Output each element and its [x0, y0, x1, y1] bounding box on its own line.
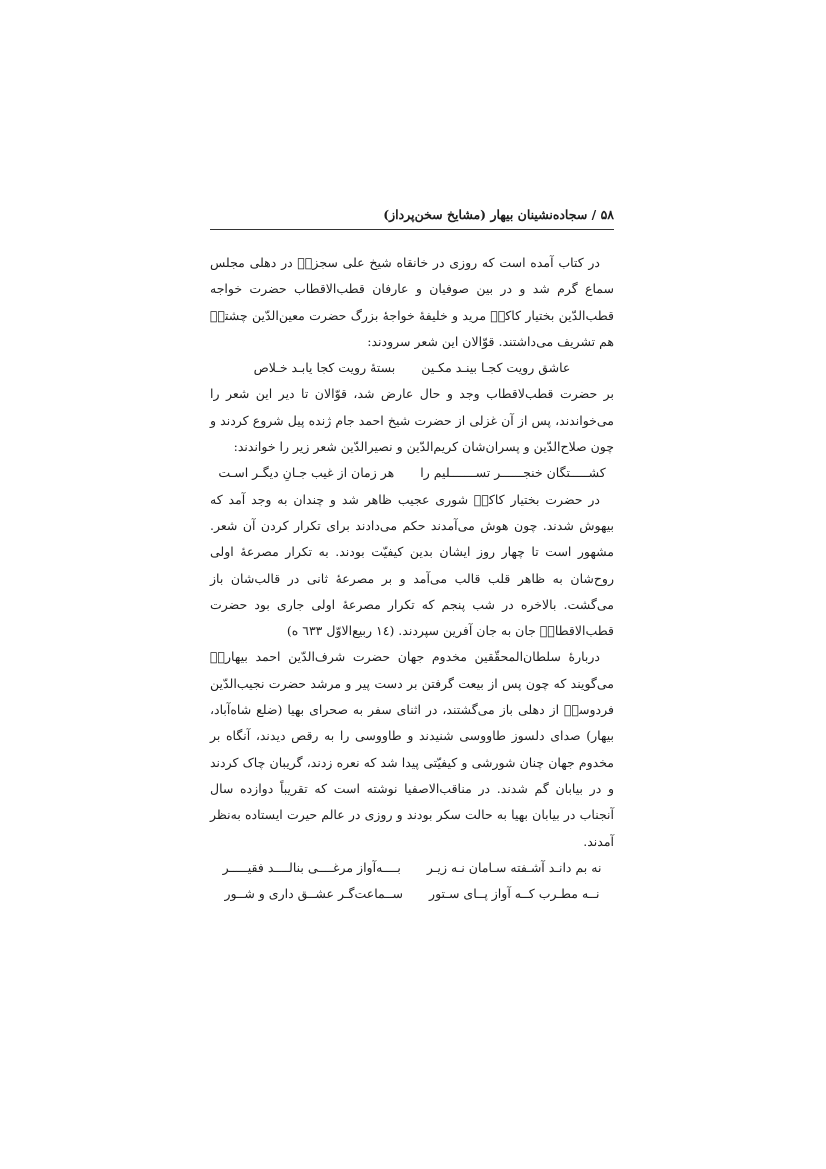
verse-3-hemistich-left: بــــه‌آواز مرغــــی بنالــــد فقیـــــر — [222, 859, 401, 875]
verse-3-hemistich-right: نه بم دانـد آشـفته سـامان نـه زیـر — [426, 859, 602, 875]
verse-2 — [210, 460, 614, 486]
verse-4-hemistich-left: ســماعت‌گـر عشــق داری و شــور — [224, 886, 404, 902]
verse-1 — [210, 355, 614, 381]
verse-1-hemistich-left: بستهٔ رویت کجا یابـد خـلاص — [253, 360, 396, 376]
running-header: ۵۸ / سجاده‌نشینان بیهار (مشایخ سخن‌پرداز) — [383, 207, 614, 222]
verse-2-hemistich-right: کشـــــتگان خنجــــــر تســـــــلیم را — [420, 465, 606, 481]
paragraph-2: بر حضرت قطب‌لاقطاب وجد و حال عارض شد، قوّالان تا دیر این شعر را می‌خواندند، پس از آن غزلی از حضرت شیخ احمد جام ژنده پیل شروع کردند و چون صلاح‌الدّین و پسران‌شان کریم‌الدّین و نصیرالدّین شعر زیر را خواندند: — [210, 386, 614, 455]
paragraph-1: در کتاب آمده است که روزی در خانقاه شیخ علی سجزیؒ در دهلی مجلس سماع گرم شد و در بین صوفیان و عارفان قطب‌الاقطاب حضرت خواجه قطب‌الدّین بختیار کاکیؒ مرید و خلیفهٔ خواجهٔ بزرگ حضرت معین‌الدّین چشتیؓ هم تشریف می‌داشتند. قوّالان این شعر سرودند: — [210, 255, 614, 349]
verse-2-hemistich-left: هر زمان از غیب جـانِ دیگـر اسـت — [218, 465, 395, 481]
paragraph-4: دربارهٔ سلطان‌المحقّقین مخدوم جهان حضرت شرف‌الدّین احمد بیهاریؒ می‌گویند که چون پس از بیعت گرفتن بر دست پیر و مرشد حضرت نجیب‌الدّین فردوسیؓ از دهلی باز می‌گشتند، در اثنای سفر به صحرای بهیا (ضلع شاه‌آباد، بیهار) صدای دلسوز طاووسی شنیدند و طاووسی را به رقص دیدند، آنگاه بر مخدوم جهان چنان شورشی و کیفیّتی پیدا شد که نعره زدند، گریبان چاک کردند و در بیابان گم شدند. در مناقب‌الاصفیا نوشته است که تقریباً دوازده سال آنجناب در بیابان بهیا به حالت سکر بودند و روزی در عالم حیرت ایستاده به‌نظر آمدند. — [210, 649, 614, 849]
verse-4 — [210, 881, 614, 907]
paragraph-3: در حضرت بختیار کاکیؒ شوری عجیب ظاهر شد و چندان به وجد آمد که بیهوش شدند. چون هوش می‌آمدند حکم می‌دادند برای تکرار کردن آن شعر. مشهور است تا چهار روز ایشان بدین کیفیّت بودند. به تکرار مصرعهٔ اولی روح‌شان به ظاهر قلب قالب می‌آمد و بر مصرعهٔ ثانی در قالب‌شان باز می‌گشت. بالاخره در شب پنجم که تکرار مصرعهٔ اولی جاری بود حضرت قطب‌الاقطابؒ جان به جان آفرین سپردند. (١٤ ربیع‌الاوّل ٦٣٣ ه) — [210, 491, 614, 639]
verse-3 — [210, 855, 614, 881]
verse-1-hemistich-right: عاشق رویت کجـا بینـد مکـین — [421, 360, 571, 376]
page-body — [210, 250, 614, 907]
header-rule — [210, 229, 614, 230]
verse-4-hemistich-right: نــه مطـرب کــه آواز پــای سـتور — [429, 886, 600, 902]
